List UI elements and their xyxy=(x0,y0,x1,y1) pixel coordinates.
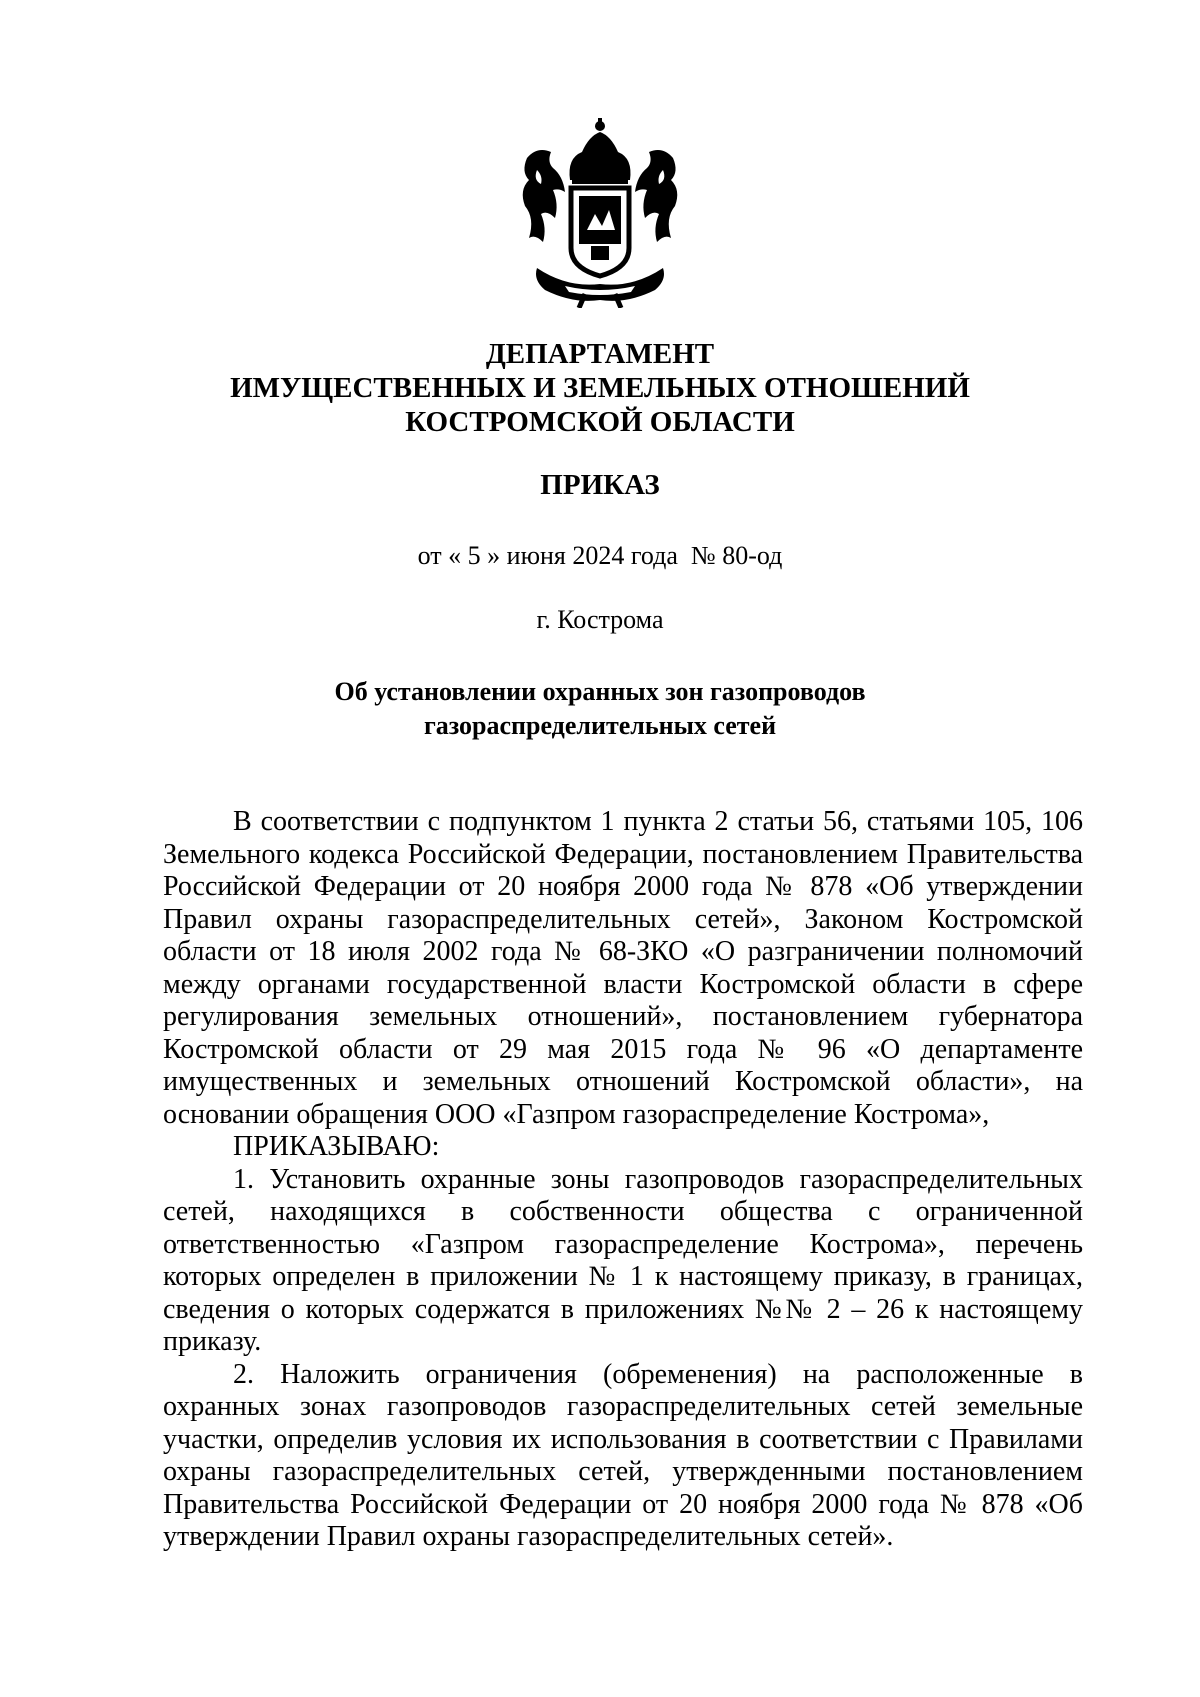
order-word: ПРИКАЗЫВАЮ: xyxy=(233,1131,440,1162)
preamble-paragraph: В соответствии с подпунктом 1 пункта 2 статьи 56, статьями 105, 106 Земельного кодекса Российской Федерации, постановлением Правительства Российской Федерации от 20 ноября 2000 года № 878 «Об утверждении Правил охраны газораспределительных сетей», Законом Костромской области от 18 июля 2002 года № 68-ЗКО «О разграничении полномочий между органами государственной власти Костромской области в сфере регулирования земельных отношений», постановлением губернатора Костромской области от 29 мая 2015 года № 96 «О департаменте имущественных и земельных отношений Костромской области», на основании обращения ООО «Газпром газораспределение Кострома», xyxy=(163,806,1083,1130)
order-date-number: от « 5 » июня 2024 года № 80-од xyxy=(417,541,783,570)
department-header xyxy=(100,337,1100,439)
kostroma-coat-of-arms-icon xyxy=(507,118,693,308)
department-title-line-3: КОСТРОМСКОЙ ОБЛАСТИ xyxy=(405,406,795,438)
order-item-2: 2. Наложить ограничения (обременения) на расположенные в охранных зонах газопроводов газораспределительных сетей земельные участки, определив условия их использования в соответствии с Правилами охраны газораспределительных сетей, утвержденными постановлением Правительства Российской Федерации от 20 ноября 2000 года № 878 «Об утверждении Правил охраны газораспределительных сетей». xyxy=(163,1358,1083,1552)
document-type-title: ПРИКАЗ xyxy=(540,469,660,501)
city-line: г. Кострома xyxy=(536,605,664,634)
subject-line-2: газораспределительных сетей xyxy=(423,711,777,740)
order-subject xyxy=(150,675,1050,743)
department-title-line-2: ИМУЩЕСТВЕННЫХ И ЗЕМЕЛЬНЫХ ОТНОШЕНИЙ xyxy=(230,372,970,404)
document-body xyxy=(163,806,1083,1554)
subject-line-1: Об установлении охранных зон газопроводов xyxy=(334,677,866,706)
order-item-1: 1. Установить охранные зоны газопроводов газораспределительных сетей, находящихся в собственности общества с ограниченной ответственностью «Газпром газораспределение Кострома», перечень которых определен в приложении № 1 к настоящему приказу, в границах, сведения о которых содержатся в приложениях №№ 2 – 26 к настоящему приказу. xyxy=(163,1163,1083,1357)
department-title-line-1: ДЕПАРТАМЕНТ xyxy=(485,338,715,370)
